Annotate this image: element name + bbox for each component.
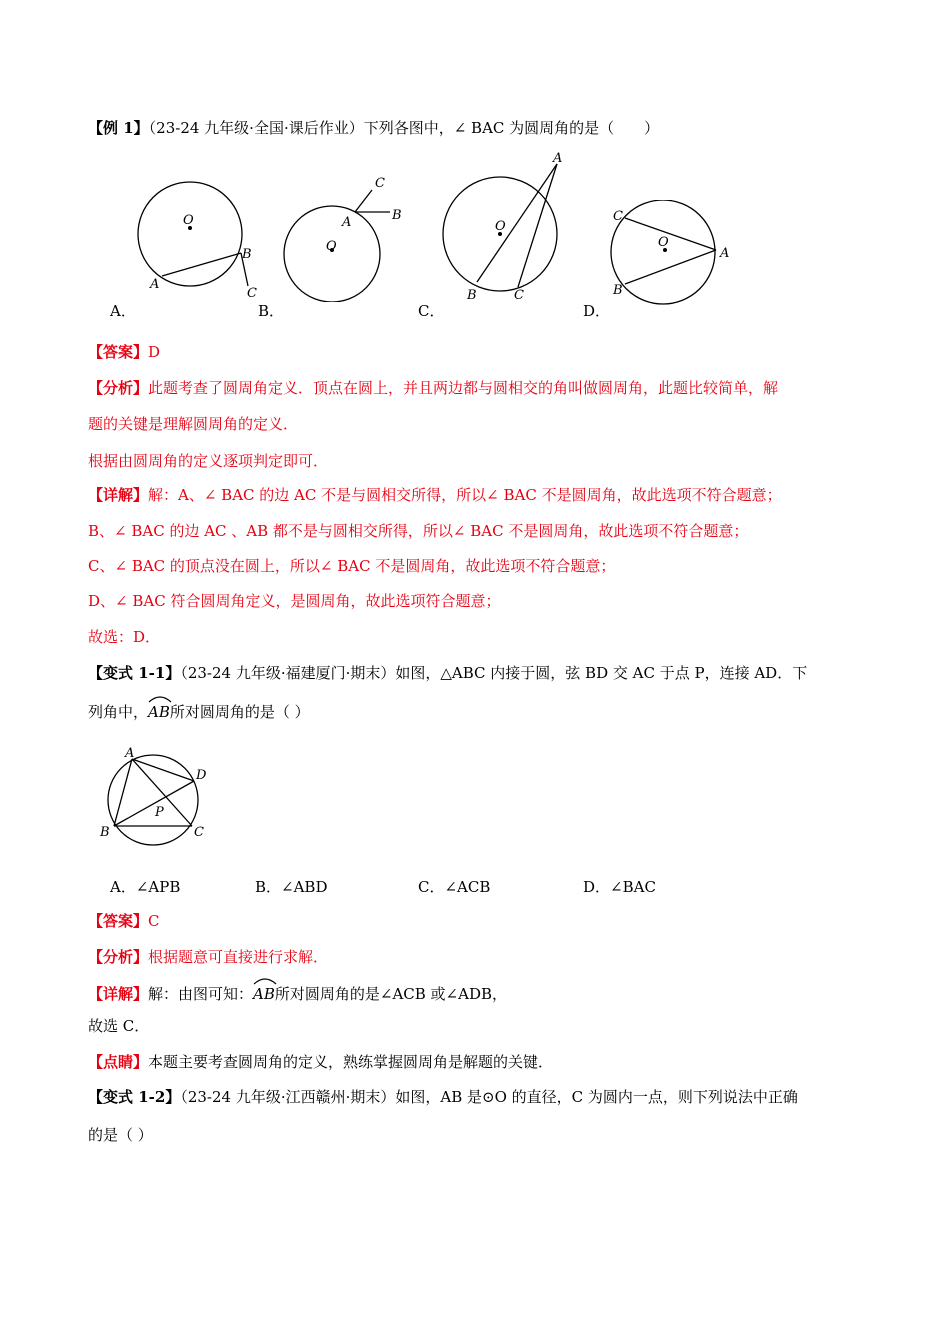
figure-b [280,172,410,302]
variant11-detail-2: 故选 C． [88,1017,150,1035]
label-o: O [326,239,337,254]
example-text: （23-24 九年级·全国·课后作业）下列各图中，∠ BAC 为圆周角的是（ ） [148,119,660,137]
variant11-option-c: C．∠ACB [418,878,491,896]
label-b: B [613,283,623,298]
detail-line-4: D、∠ BAC 符合圆周角定义，是圆周角，故此选项符合题意； [88,592,501,610]
variant11-option-d: D．∠BAC [583,878,656,896]
variant-tag: 【变式 1-1】 [88,664,181,682]
label-b: B [242,247,252,262]
detail-line-3: C、∠ BAC 的顶点没在圆上，所以∠ BAC 不是圆周角，故此选项不符合题意； [88,557,616,575]
detail-tag: 【详解】 [88,985,149,1003]
arc-ab [253,983,275,1005]
detail-suffix: 所对圆周角的是∠ACB 或∠ADB， [274,985,508,1003]
label-o: O [495,219,506,234]
figure-variant11 [95,742,215,852]
variant12-question-2: 的是（ ） [88,1126,153,1144]
arc-label: AB [148,703,170,721]
variant11-detail [88,983,507,1005]
variant-text-suffix: 所对圆周角的是（ ） [169,703,310,721]
label-a: A [342,215,352,230]
label-p: P [155,805,164,820]
detail-line-5: 故选：D． [88,628,161,646]
label-c: C [194,825,204,840]
label-b: B [392,208,402,223]
label-b: B [467,288,477,303]
option-b: B． [258,302,285,320]
variant11-comment [88,1051,553,1073]
figure-d [605,200,745,305]
variant-text: （23-24 九年级·福建厦门·期末）如图，△ABC 内接于圆，弦 BD 交 AC 于点 P，连接 AD．下 [180,664,808,682]
variant11-question [88,662,807,684]
arc-label: AB [253,985,275,1003]
answer-tag: 【答案】 [88,343,149,361]
analysis-line-2: 题的关键是理解圆周角的定义． [88,415,299,433]
analysis-line-3: 根据由圆周角的定义逐项判定即可． [88,452,329,470]
variant11-option-a: A．∠APB [110,878,181,896]
detail-line-1 [88,484,782,506]
detail-tag: 【详解】 [88,486,149,504]
variant11-analysis [88,946,328,968]
detail-text: 解：A、∠ BAC 的边 AC 不是与圆相交所得，所以∠ BAC 不是圆周角，故此选项不符合题意； [148,486,782,504]
label-c: C [247,286,257,301]
variant12-question [88,1086,798,1108]
comment-tag: 【点睛】 [88,1053,149,1071]
arc-mark-icon [148,695,172,703]
label-d: D [196,768,207,783]
example-tag: 【例 1】 [88,119,149,137]
variant-text: （23-24 九年级·江西赣州·期末）如图，AB 是⊙O 的直径，C 为圆内一点，则下列说法中正确 [180,1088,798,1106]
answer-value: C [148,912,160,930]
detail-line-2: B、∠ BAC 的边 AC 、AB 都不是与圆相交所得，所以∠ BAC 不是圆周角，故此选项不符合题意； [88,522,749,540]
arc-ab [148,701,170,723]
variant11-question-2 [88,701,310,723]
variant-text-prefix: 列角中， [88,703,149,721]
label-a: A [720,246,730,261]
variant11-option-b: B．∠ABD [255,878,328,896]
label-o: O [658,235,669,250]
variant-tag: 【变式 1-2】 [88,1088,181,1106]
analysis-tag: 【分析】 [88,379,149,397]
label-c: C [514,288,524,303]
analysis-line [88,377,778,399]
comment-text: 本题主要考查圆周角的定义，熟练掌握圆周角是解题的关键． [148,1053,554,1071]
option-d: D． [583,302,611,320]
arc-mark-icon [253,977,277,985]
answer-tag: 【答案】 [88,912,149,930]
label-a: A [125,746,135,761]
analysis-text: 根据题意可直接进行求解． [148,948,329,966]
label-a: A [150,277,160,292]
label-o: O [183,213,194,228]
option-a: A． [110,302,136,320]
analysis-tag: 【分析】 [88,948,149,966]
label-c: C [613,209,623,224]
label-c: C [375,176,385,191]
label-a: A [553,151,563,166]
label-b: B [100,825,110,840]
figure-a [130,180,270,305]
option-c: C． [418,302,445,320]
figure-c [440,150,580,305]
detail-prefix: 解：由图可知： [148,985,254,1003]
answer-value: D [148,343,161,361]
example1-question [88,117,659,139]
analysis-text: 此题考查了圆周角定义．顶点在圆上，并且两边都与圆相交的角叫做圆周角，此题比较简单，解 [148,379,779,397]
variant11-answer [88,910,160,932]
answer-line [88,341,160,363]
